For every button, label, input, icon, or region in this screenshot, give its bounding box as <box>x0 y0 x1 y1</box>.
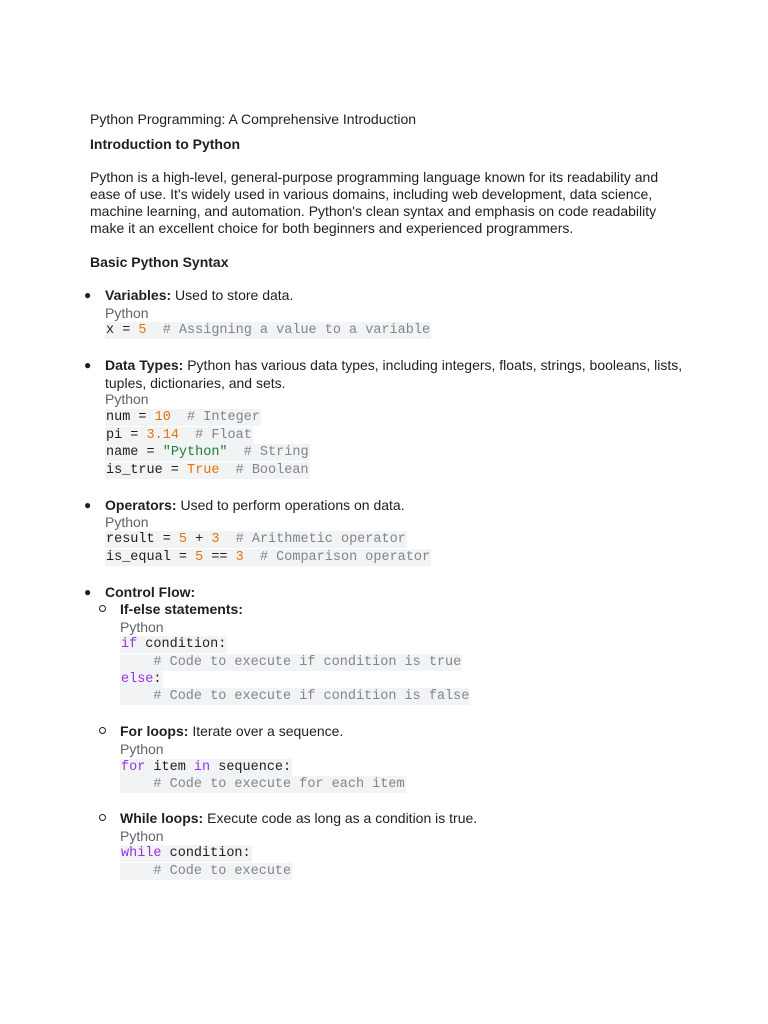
bullet-dot: ● <box>84 585 92 599</box>
desc-variables: Used to store data. <box>171 287 294 303</box>
code-line: # Code to execute if condition is true <box>121 655 462 670</box>
intro-line: make it an excellent choice for both beginners and experienced programmers. <box>90 220 574 236</box>
code-line: # Code to execute for each item <box>121 777 405 792</box>
sub-item-for-loops <box>120 723 343 740</box>
code-lang-label: Python <box>120 828 164 844</box>
bullet-dot: ● <box>84 498 92 512</box>
sub-bullet-circle <box>99 727 106 734</box>
desc-data-types-cont: tuples, dictionaries, and sets. <box>105 375 286 391</box>
code-lang-label: Python <box>120 619 164 635</box>
code-lang-label: Python <box>105 391 149 407</box>
code-line: is_true = True # Boolean <box>106 463 309 478</box>
code-block-variables: x = 5 # Assigning a value to a variable <box>106 323 431 338</box>
code-line: for item in sequence: <box>121 760 292 775</box>
list-item-variables <box>105 287 293 304</box>
intro-heading: Introduction to Python <box>90 136 241 152</box>
bullet-dot: ● <box>84 358 92 372</box>
list-item-control-flow <box>105 584 195 601</box>
code-line: while condition: <box>121 846 251 861</box>
desc-for-loops: Iterate over a sequence. <box>188 723 344 739</box>
code-line: pi = 3.14 # Float <box>106 428 252 443</box>
code-lang-label: Python <box>105 514 149 530</box>
term-data-types: Data Types: <box>105 357 184 373</box>
list-item-operators <box>105 497 405 514</box>
code-lang-label: Python <box>120 741 164 757</box>
syntax-heading: Basic Python Syntax <box>90 254 229 270</box>
term-if-else: If-else statements: <box>120 601 243 617</box>
sub-item-if-else <box>120 601 243 618</box>
intro-line: ease of use. It's widely used in various domains, including web development, data science, <box>90 186 653 202</box>
desc-data-types: Python has various data types, including integers, floats, strings, booleans, lists, <box>183 357 683 373</box>
list-item-data-types <box>105 357 682 374</box>
term-control-flow: Control Flow: <box>105 584 196 600</box>
code-line: else: <box>121 672 162 687</box>
desc-operators: Used to perform operations on data. <box>176 497 405 513</box>
code-line: name = "Python" # String <box>106 445 309 460</box>
code-line: num = 10 # Integer <box>106 410 260 425</box>
document-title: Python Programming: A Comprehensive Introduction <box>90 111 417 127</box>
term-operators: Operators: <box>105 497 177 513</box>
code-lang-label: Python <box>105 305 149 321</box>
term-for-loops: For loops: <box>120 723 189 739</box>
intro-paragraph <box>90 169 680 237</box>
code-line: result = 5 + 3 # Arithmetic operator <box>106 532 406 547</box>
bullet-dot: ● <box>84 288 92 302</box>
term-variables: Variables: <box>105 287 172 303</box>
sub-bullet-circle <box>99 605 106 612</box>
term-while-loops: While loops: <box>120 810 204 826</box>
desc-while-loops: Execute code as long as a condition is true. <box>203 810 478 826</box>
code-line: is_equal = 5 == 3 # Comparison operator <box>106 550 431 565</box>
code-line: # Code to execute if condition is false <box>121 689 470 704</box>
intro-line: machine learning, and automation. Python's clean syntax and emphasis on code readability <box>90 203 657 219</box>
sub-bullet-circle <box>99 814 106 821</box>
sub-item-while-loops <box>120 810 477 827</box>
code-line: # Code to execute <box>121 864 292 879</box>
intro-line: Python is a high-level, general-purpose programming language known for its readability and <box>90 169 659 185</box>
code-line: if condition: <box>121 637 227 652</box>
